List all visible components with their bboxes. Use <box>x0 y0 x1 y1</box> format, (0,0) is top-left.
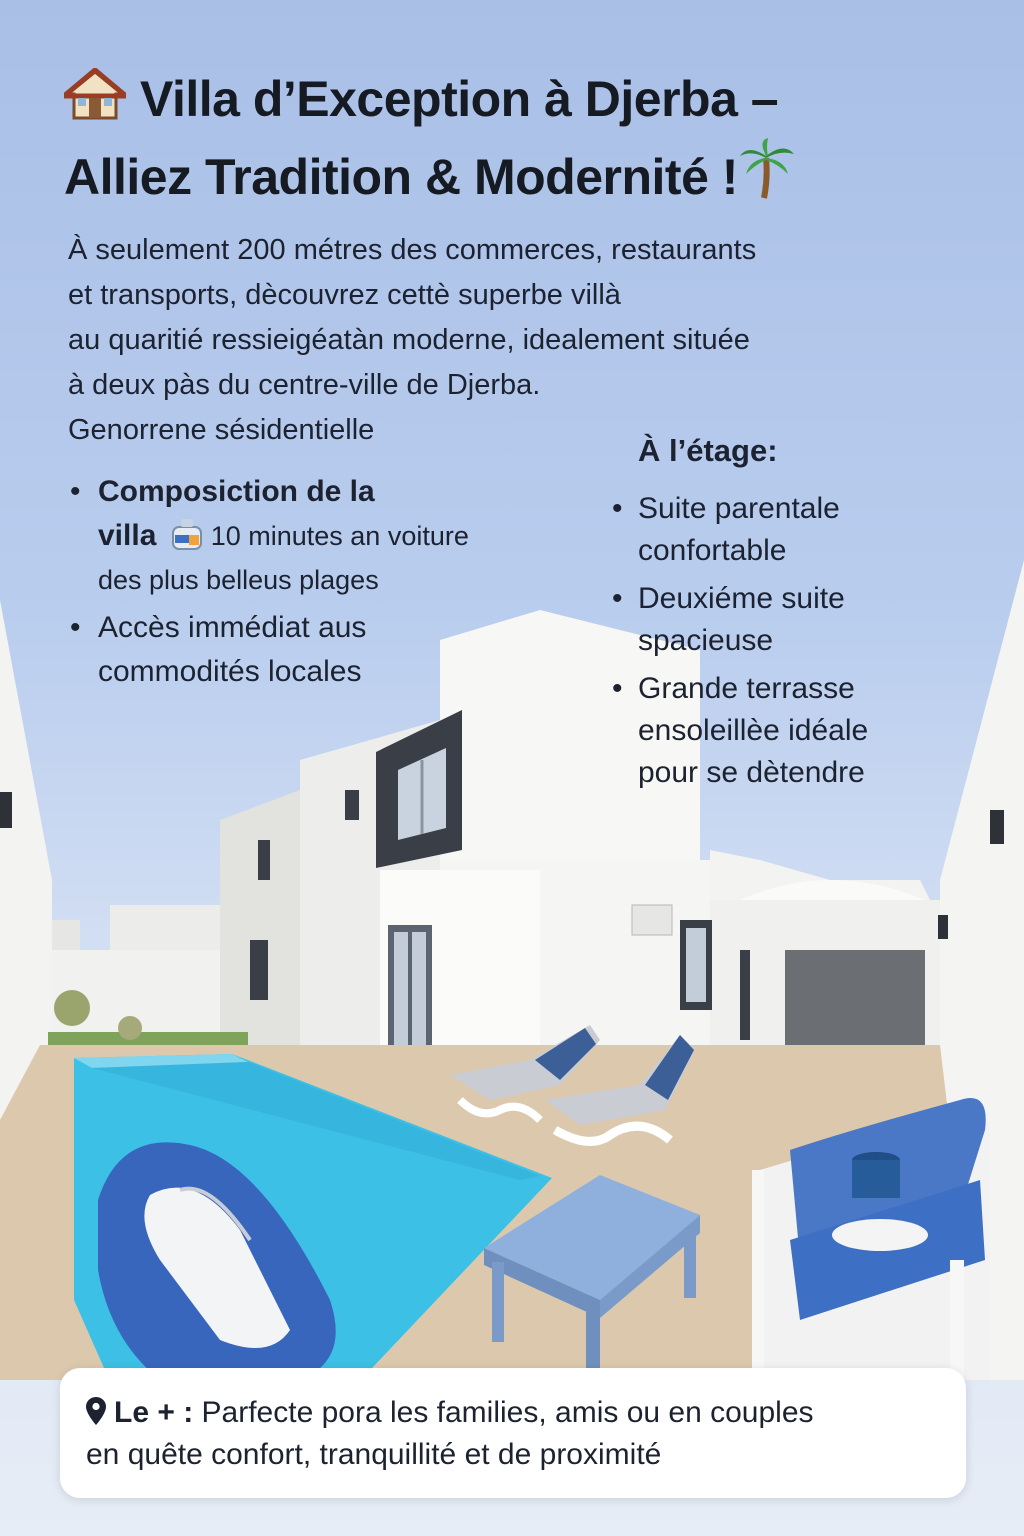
list-item <box>612 488 992 572</box>
intro-line: À seulement 200 métres des commerces, restaurants <box>68 234 757 266</box>
intro-paragraph <box>68 228 948 453</box>
beach-distance-text-2: des plus belleus plages <box>98 565 379 595</box>
composition-heading-villa: villa <box>98 519 157 552</box>
house-icon <box>64 68 126 120</box>
beach-distance-text: 10 minutes an voiture <box>210 521 469 551</box>
upstairs-item-text: spacieuse <box>638 624 774 657</box>
small-window <box>258 840 270 880</box>
title-line-1-text: Villa d’Exception à Djerba – <box>140 71 779 127</box>
title-line-1 <box>64 60 984 138</box>
sunscreen-icon <box>169 517 205 551</box>
intro-line: au quaritié ressieigéatàn moderne, idealement située <box>68 324 750 356</box>
intro-line: à deux pàs du centre-ville de Djerba. <box>68 369 541 401</box>
palm-tree-icon <box>738 138 796 200</box>
intro-line: et transports, dècouvrez cettè superbe villà <box>68 279 621 311</box>
composition-heading: Composiction de la <box>98 475 375 508</box>
banner-text <box>86 1392 946 1476</box>
list-item <box>612 668 992 794</box>
highlight-banner <box>60 1368 966 1498</box>
amenities-text: Accès immédiat aus <box>98 611 367 644</box>
upstairs-item-text: Grande terrasse <box>638 672 855 705</box>
location-pin-icon <box>86 1397 106 1425</box>
upstairs-item-text: ensoleillèe idéale <box>638 714 869 747</box>
title-line-2 <box>64 138 984 216</box>
shrub <box>118 1016 142 1040</box>
upstairs-item-text: confortable <box>638 534 787 567</box>
upstairs-item-text: Suite parentale <box>638 492 840 525</box>
amenities-text-2: commodités locales <box>98 655 362 688</box>
folded-towel <box>832 1219 928 1251</box>
list-item <box>70 606 550 694</box>
shrub <box>54 990 90 1026</box>
list-item <box>70 470 550 602</box>
upstairs-item-text: Deuxiéme suite <box>638 582 845 615</box>
small-window <box>345 790 359 820</box>
title-line-2-text: Alliez Tradition & Modernité ! <box>64 149 738 205</box>
intro-line: Genorrene sésidentielle <box>68 414 375 446</box>
banner-text-line-1: Parfecte pora les families, amis ou en couples <box>193 1396 814 1429</box>
small-window <box>250 940 268 1000</box>
poster-title <box>64 60 984 216</box>
list-item <box>612 578 992 662</box>
upstairs-section <box>612 430 992 800</box>
upstairs-heading: À l’étage: <box>638 433 778 468</box>
upstairs-item-text: pour se dètendre <box>638 756 865 789</box>
ac-unit <box>632 905 672 935</box>
banner-label: Le + : <box>114 1396 194 1429</box>
garage-door <box>785 950 925 1060</box>
villa-side-face <box>220 790 300 1050</box>
banner-text-line-2: en quête confort, tranquillité et de proximité <box>86 1438 662 1471</box>
composition-list <box>70 470 550 698</box>
